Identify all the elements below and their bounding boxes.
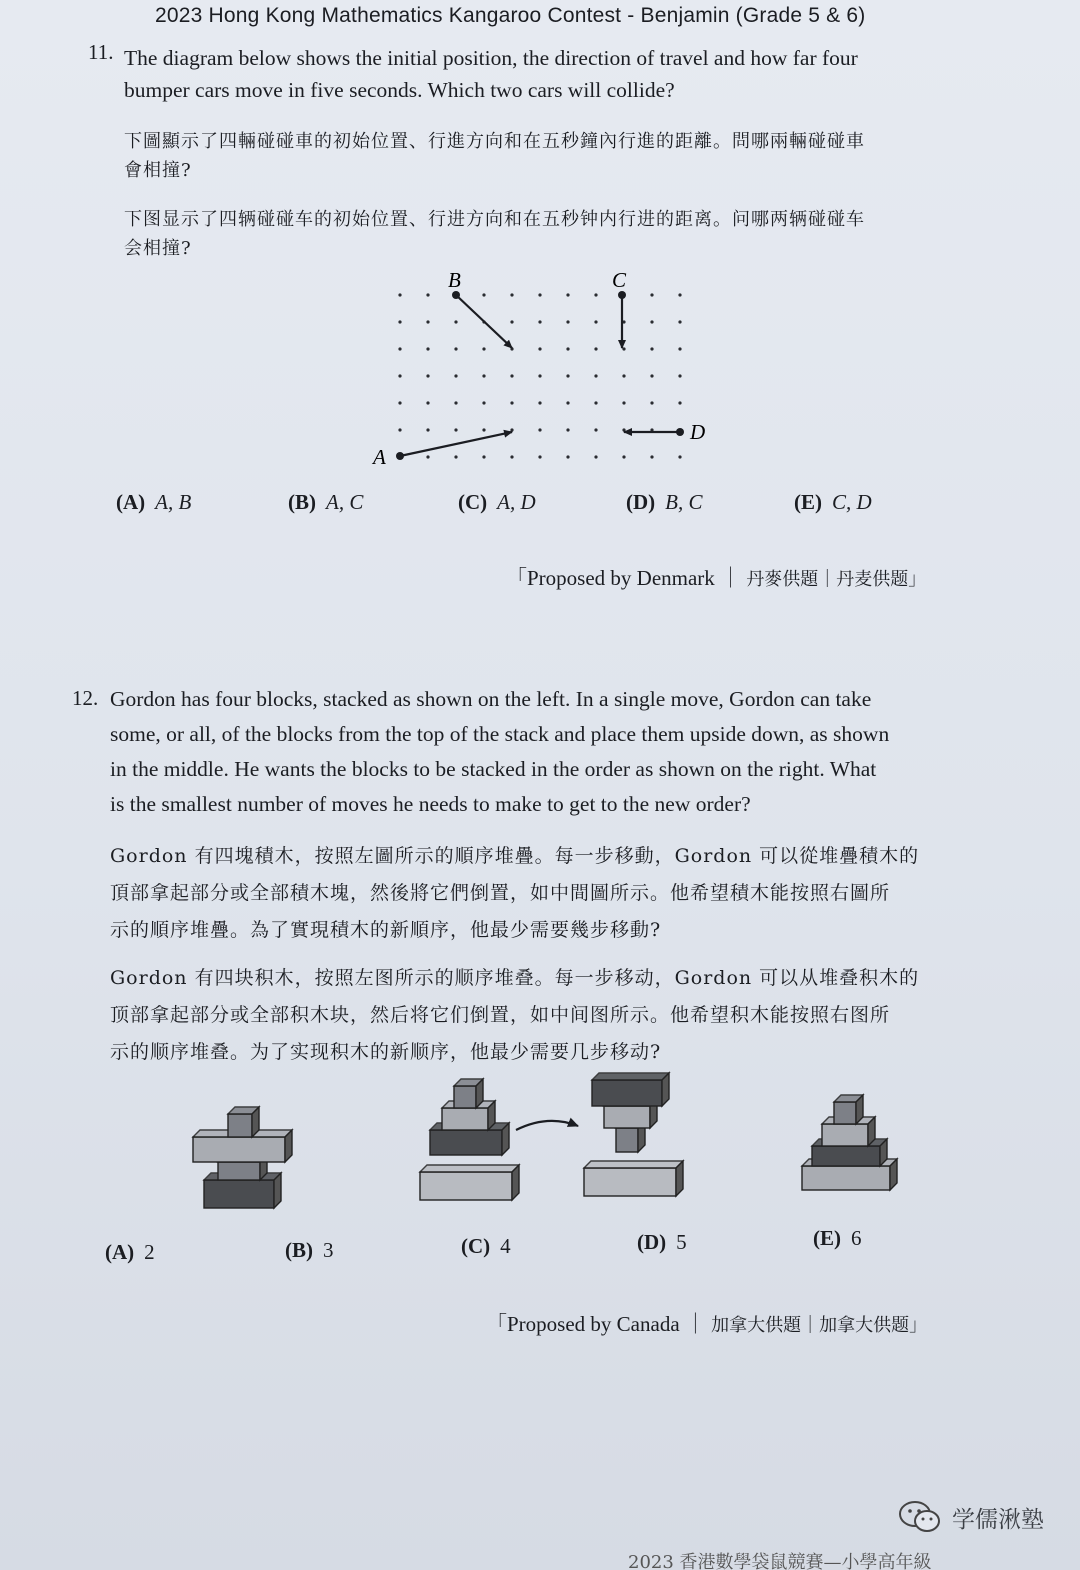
q12-text-en-line4: is the smallest number of moves he needs to make to get to the new order? bbox=[110, 792, 751, 816]
q11-option-a-key: (A) bbox=[116, 490, 146, 514]
grid-dot bbox=[594, 374, 597, 377]
q12-option-e-value: 6 bbox=[851, 1226, 862, 1250]
q12-option-a[interactable] bbox=[105, 1240, 155, 1265]
grid-dot bbox=[398, 320, 401, 323]
car-c-dot bbox=[618, 291, 626, 299]
grid-dot bbox=[566, 401, 569, 404]
grid-dot bbox=[482, 428, 485, 431]
grid-dot bbox=[454, 428, 457, 431]
page-header: 2023 Hong Kong Mathematics Kangaroo Contest - Benjamin (Grade 5 & 6) bbox=[155, 4, 866, 27]
q11-option-a[interactable] bbox=[116, 490, 191, 515]
grid-dot bbox=[678, 293, 681, 296]
q12-text-en-line1: Gordon has four blocks, stacked as shown on the left. In a single move, Gordon can take bbox=[110, 687, 872, 711]
grid-dot bbox=[482, 455, 485, 458]
grid-dot bbox=[650, 374, 653, 377]
grid-dot bbox=[426, 374, 429, 377]
move-arrow bbox=[516, 1121, 578, 1130]
q11-option-c[interactable] bbox=[458, 490, 536, 515]
grid-dot bbox=[398, 401, 401, 404]
q12-text-en-line3: in the middle. He wants the blocks to be stacked in the order as shown on the right. What bbox=[110, 757, 877, 781]
wechat-icon bbox=[898, 1500, 942, 1534]
q12-option-b[interactable] bbox=[285, 1238, 334, 1263]
grid-dot bbox=[426, 293, 429, 296]
q11-text-tc-line1: 下圖顯示了四輛碰碰車的初始位置、行進方向和在五秒鐘內行進的距離。問哪兩輛碰碰車 bbox=[124, 131, 865, 152]
q12-credit bbox=[486, 1308, 927, 1338]
grid-dot bbox=[482, 374, 485, 377]
label-d: D bbox=[690, 420, 706, 444]
q12-text-tc-line1: Gordon 有四塊積木，按照左圖所示的順序堆疊。每一步移動，Gordon 可以從堆疊積木的 bbox=[110, 845, 920, 867]
question-11-number: 11. bbox=[88, 40, 114, 64]
car-d-dot bbox=[676, 428, 684, 436]
q12-text-en-line2: some, or all, of the blocks from the top of the stack and place them upside down, as shown bbox=[110, 722, 890, 746]
q12-option-c-value: 4 bbox=[500, 1234, 511, 1258]
q11-text-en-line2: bumper cars move in five seconds. Which two cars will collide? bbox=[124, 78, 675, 102]
q12-option-e[interactable] bbox=[813, 1226, 862, 1251]
grid-dot bbox=[538, 320, 541, 323]
grid-dot bbox=[482, 401, 485, 404]
car-a-arrow bbox=[400, 432, 512, 456]
car-b-dot bbox=[452, 291, 460, 299]
q11-text-en-line1: The diagram below shows the initial position, the direction of travel and how far four bbox=[124, 46, 858, 70]
grid-dot bbox=[678, 401, 681, 404]
q12-option-c-key: (C) bbox=[461, 1234, 491, 1258]
q11-option-b[interactable] bbox=[288, 490, 363, 515]
q11-option-e-key: (E) bbox=[794, 490, 822, 514]
grid-dot bbox=[510, 455, 513, 458]
grid-dot bbox=[538, 401, 541, 404]
block-stacks bbox=[193, 1073, 897, 1208]
grid-dot bbox=[538, 428, 541, 431]
car-a-dot bbox=[396, 452, 404, 460]
label-b: B bbox=[448, 268, 461, 292]
grid-dot bbox=[622, 401, 625, 404]
grid-dot bbox=[622, 455, 625, 458]
grid-dot bbox=[510, 401, 513, 404]
q11-text-tc-line2: 會相撞? bbox=[124, 160, 192, 181]
blocks-diagram bbox=[0, 1070, 1080, 1220]
grid-dot bbox=[538, 455, 541, 458]
grid-dot bbox=[678, 347, 681, 350]
grid-dot bbox=[622, 374, 625, 377]
middle-right-block-3 bbox=[592, 1073, 669, 1106]
q11-option-b-key: (B) bbox=[288, 490, 316, 514]
grid-dot bbox=[482, 347, 485, 350]
grid-dot bbox=[426, 428, 429, 431]
grid-dot bbox=[398, 293, 401, 296]
grid-dot bbox=[566, 293, 569, 296]
middle-left-base-block bbox=[420, 1165, 519, 1200]
q11-text-sc-line1: 下图显示了四辆碰碰车的初始位置、行进方向和在五秒钟内行进的距离。问哪两辆碰碰车 bbox=[124, 209, 865, 230]
q11-text-sc-line2: 会相撞? bbox=[124, 238, 192, 259]
grid-dot bbox=[594, 428, 597, 431]
grid-dot bbox=[482, 293, 485, 296]
watermark-text: 学儒湫塾 bbox=[952, 1506, 1044, 1533]
bumper-car-diagram bbox=[0, 268, 1080, 468]
grid-dot bbox=[426, 347, 429, 350]
grid-dot bbox=[426, 320, 429, 323]
wechat-watermark bbox=[898, 1500, 1044, 1534]
grid-dot bbox=[594, 293, 597, 296]
q12-option-a-key: (A) bbox=[105, 1240, 135, 1264]
q12-text-tc-line3: 示的順序堆疊。為了實現積木的新順序，他最少需要幾步移動? bbox=[110, 919, 662, 941]
label-a: A bbox=[373, 445, 386, 468]
grid-dot bbox=[566, 374, 569, 377]
q12-option-d-value: 5 bbox=[676, 1230, 687, 1254]
q11-option-d[interactable] bbox=[626, 490, 703, 515]
grid-dot bbox=[454, 401, 457, 404]
grid-dot bbox=[566, 455, 569, 458]
right-stack-block-top bbox=[834, 1095, 863, 1124]
grid-dot bbox=[510, 320, 513, 323]
grid-dot bbox=[510, 374, 513, 377]
grid-dot bbox=[538, 374, 541, 377]
grid-dot bbox=[510, 293, 513, 296]
q12-option-d[interactable] bbox=[637, 1230, 687, 1255]
car-b-arrow bbox=[456, 295, 512, 348]
grid-dot bbox=[566, 347, 569, 350]
grid-dot bbox=[454, 320, 457, 323]
q12-text-sc-line2: 顶部拿起部分或全部积木块，然后将它们倒置，如中间图所示。他希望积木能按照右图所 bbox=[110, 1004, 891, 1026]
q11-credit bbox=[506, 562, 926, 592]
q12-option-b-value: 3 bbox=[323, 1238, 334, 1262]
grid-dot bbox=[426, 455, 429, 458]
q11-option-c-value: A, D bbox=[497, 490, 536, 514]
q11-option-e-value: C, D bbox=[832, 490, 872, 514]
q12-text-sc-line3: 示的顺序堆叠。为了实现积木的新顺序，他最少需要几步移动? bbox=[110, 1041, 662, 1063]
grid-dot bbox=[398, 347, 401, 350]
grid-dot bbox=[678, 374, 681, 377]
q12-credit-zh: 加拿大供題｜加拿大供题」 bbox=[711, 1315, 928, 1336]
grid-dot bbox=[454, 374, 457, 377]
q12-text-tc-line2: 頂部拿起部分或全部積木塊，然後將它們倒置，如中間圖所示。他希望積木能按照右圖所 bbox=[110, 882, 891, 904]
grid-dot bbox=[454, 347, 457, 350]
q12-credit-en: 「Proposed by Canada ｜ bbox=[486, 1312, 706, 1336]
middle-right-base-block bbox=[584, 1161, 683, 1196]
grid-dot bbox=[650, 455, 653, 458]
grid-dot bbox=[426, 401, 429, 404]
q12-option-d-key: (D) bbox=[637, 1230, 667, 1254]
q12-text-sc-line1: Gordon 有四块积木，按照左图所示的顺序堆叠。每一步移动，Gordon 可以从堆叠积木的 bbox=[110, 967, 920, 989]
q11-credit-en: 「Proposed by Denmark ｜ bbox=[506, 566, 742, 590]
dot-grid bbox=[398, 293, 681, 458]
grid-dot bbox=[538, 293, 541, 296]
page-footer: 2023 香港數學袋鼠競賽—小學高年級 bbox=[628, 1552, 932, 1570]
grid-dot bbox=[594, 320, 597, 323]
grid-dot bbox=[650, 293, 653, 296]
q12-option-e-key: (E) bbox=[813, 1226, 841, 1250]
grid-dot bbox=[678, 320, 681, 323]
question-12-number: 12. bbox=[72, 686, 99, 710]
q11-option-d-key: (D) bbox=[626, 490, 656, 514]
grid-dot bbox=[454, 455, 457, 458]
grid-dot bbox=[678, 455, 681, 458]
grid-dot bbox=[650, 347, 653, 350]
label-c: C bbox=[612, 268, 627, 292]
grid-dot bbox=[538, 347, 541, 350]
grid-dot bbox=[566, 320, 569, 323]
grid-dot bbox=[594, 347, 597, 350]
middle-left-block-3 bbox=[454, 1079, 483, 1108]
q11-option-d-value: B, C bbox=[665, 490, 703, 514]
q11-option-b-value: A, C bbox=[326, 490, 364, 514]
grid-dot bbox=[398, 374, 401, 377]
grid-dot bbox=[650, 401, 653, 404]
q12-option-b-key: (B) bbox=[285, 1238, 313, 1262]
grid-dot bbox=[398, 428, 401, 431]
q11-credit-zh: 丹麥供題｜丹麦供题」 bbox=[746, 569, 927, 590]
q12-option-a-value: 2 bbox=[144, 1240, 155, 1264]
q11-option-e[interactable] bbox=[794, 490, 872, 515]
q12-option-c[interactable] bbox=[461, 1234, 511, 1259]
grid-dot bbox=[594, 455, 597, 458]
left-stack-block-top bbox=[228, 1107, 259, 1137]
grid-dot bbox=[566, 428, 569, 431]
q11-option-a-value: A, B bbox=[155, 490, 192, 514]
grid-dot bbox=[650, 320, 653, 323]
grid-dot bbox=[594, 401, 597, 404]
q11-option-c-key: (C) bbox=[458, 490, 488, 514]
